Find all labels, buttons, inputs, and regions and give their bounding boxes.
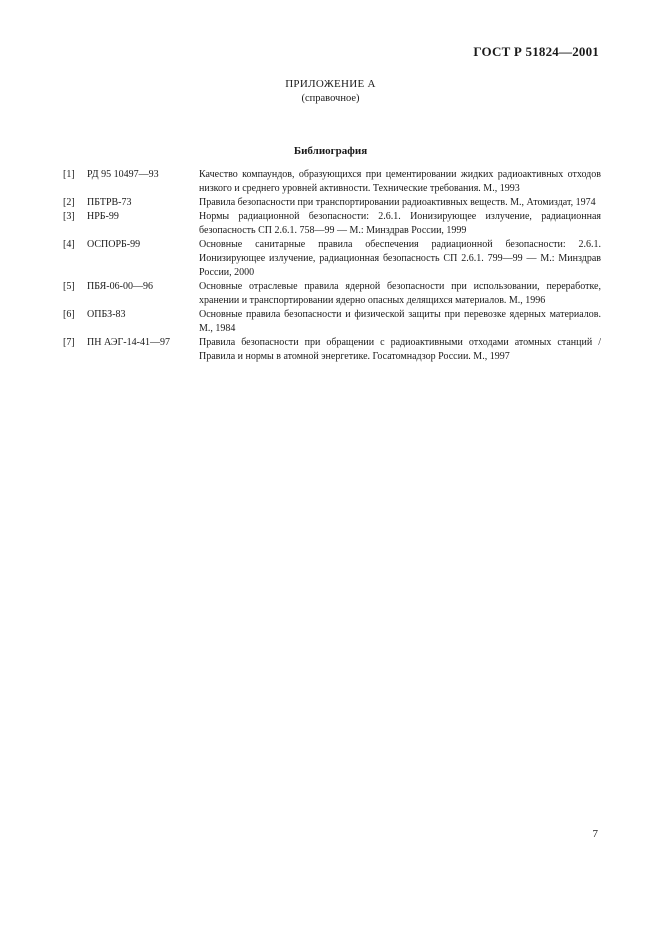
appendix-subtitle: (справочное) <box>301 93 360 104</box>
entry-code: ПБТРВ-73 <box>87 197 132 208</box>
entry-text: Основные отраслевые правила ядерной безопасности при использовании, переработке, хранении и транспортировании ядерно опасных делящихся материалов. М., 1996 <box>199 281 601 306</box>
bibliography-entry <box>63 238 601 280</box>
document-code: ГОСТ Р 51824—2001 <box>473 44 599 59</box>
entry-code: НРБ-99 <box>87 211 119 222</box>
bibliography-entry <box>63 280 601 308</box>
entry-number: [2] <box>63 197 75 208</box>
entry-number: [5] <box>63 281 75 292</box>
entry-code: ПБЯ-06-00—96 <box>87 281 153 292</box>
entry-number: [1] <box>63 169 75 180</box>
bibliography-entry <box>63 308 601 336</box>
entry-text: Основные правила безопасности и физической защиты при перевозке ядерных материалов. М., 1984 <box>199 309 601 334</box>
entry-code: ОПБЗ-83 <box>87 309 126 320</box>
page-number: 7 <box>592 828 598 840</box>
bibliography-entry <box>63 196 601 210</box>
bibliography-entry <box>63 168 601 196</box>
entry-number: [4] <box>63 239 75 250</box>
bibliography-title: Библиография <box>293 145 368 157</box>
entry-number: [3] <box>63 211 75 222</box>
entry-text: Нормы радиационной безопасности: 2.6.1. Ионизирующее излучение, радиационная безопасность СП 2.6.1. 758—99 — М.: Минздрав России, 1999 <box>199 211 601 236</box>
bibliography-entry <box>63 210 601 238</box>
entry-code: РД 95 10497—93 <box>87 169 159 180</box>
entry-code: ПН АЭГ-14-41—97 <box>87 337 170 348</box>
entry-text: Правила безопасности при транспортировании радиоактивных веществ. М., Атомиздат, 1974 <box>199 197 596 208</box>
bibliography-list <box>63 168 601 364</box>
entry-text: Качество компаундов, образующихся при цементировании жидких радиоактивных отходов низкого и среднего уровней активности. Технические требования. М., 1993 <box>199 169 601 194</box>
bibliography-entry <box>63 336 601 364</box>
entry-number: [6] <box>63 309 75 320</box>
entry-number: [7] <box>63 337 75 348</box>
entry-text: Правила безопасности при обращении с радиоактивными отходами атомных станций / Правила и нормы в атомной энергетике. Госатомнадзор России. М., 1997 <box>199 337 601 362</box>
appendix-title: ПРИЛОЖЕНИЕ А <box>285 78 376 90</box>
entry-code: ОСПОРБ-99 <box>87 239 141 250</box>
entry-text: Основные санитарные правила обеспечения радиационной безопасности: 2.6.1. Ионизирующее излучение, радиационная безопасность СП 2.6.1. 799—99 — М.: Минздрав России, 2000 <box>199 239 601 278</box>
